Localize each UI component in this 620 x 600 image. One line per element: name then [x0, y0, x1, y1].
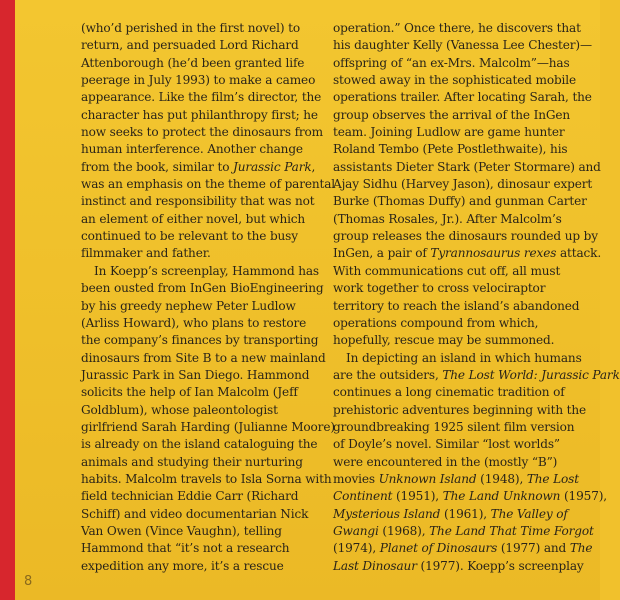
text-line: Burke (Thomas Duffy) and gunman Carter [333, 194, 587, 209]
text-line: (Arliss Howard), who plans to restore [81, 315, 307, 330]
text-line: dinosaurs from Site B to a new mainland [81, 350, 326, 365]
text-segment: (1948), [476, 471, 527, 486]
text-segment: , [311, 159, 316, 174]
italic-title: Jurassic Park [233, 159, 312, 174]
text-line: Ajay Sidhu (Harvey Jason), dinosaur expert [333, 177, 593, 192]
text-line: animals and studying their nurturing [81, 454, 303, 469]
left-text-column [81, 20, 336, 575]
text-line: an element of either novel, but which [81, 211, 306, 226]
text-segment: (1957), [560, 489, 607, 504]
italic-title: Mysterious Island [333, 506, 441, 521]
text-segment: movies [333, 471, 379, 486]
text-line: work together to cross velociraptor [333, 281, 546, 296]
page-number: 8 [24, 574, 33, 589]
italic-title: Gwangi [333, 523, 379, 538]
text-line: by his greedy nephew Peter Ludlow [81, 298, 296, 313]
italic-title: Last Dinosaur [333, 558, 417, 573]
text-line [333, 558, 584, 575]
text-segment: (1961), [440, 506, 491, 521]
text-line: With communications cut off, all must [333, 263, 561, 278]
text-line [333, 471, 579, 488]
italic-title: The Valley of [490, 506, 568, 521]
italic-title: The Lost [526, 471, 579, 486]
text-line: habits. Malcolm travels to Isla Sorna with [81, 471, 332, 486]
text-line: solicits the help of Ian Malcolm (Jeff [81, 385, 298, 400]
text-line: Jurassic Park in San Diego. Hammond [81, 367, 310, 382]
italic-title: Tyrannosaurus rexes [430, 246, 557, 261]
text-line: groundbreaking 1925 silent film version [333, 419, 575, 434]
text-line: (Thomas Rosales, Jr.). After Malcolm’s [333, 211, 562, 226]
text-line: continued to be relevant to the busy [81, 229, 298, 244]
text-segment: (1977) and [497, 541, 570, 556]
text-segment: (1968), [378, 523, 430, 538]
text-line: instinct and responsibility that was not [81, 194, 315, 209]
text-line: character has put philanthropy first; he [81, 107, 318, 122]
text-line: human interference. Another change [81, 142, 303, 157]
text-line: appearance. Like the film’s director, the [81, 90, 322, 105]
text-line: return, and persuaded Lord Richard [81, 38, 299, 53]
red-margin-stripe [0, 0, 15, 600]
text-line: group releases the dinosaurs rounded up by [333, 229, 598, 244]
text-line: Roland Tembo (Pete Postlethwaite), his [333, 142, 568, 157]
text-line: Hammond that “it’s not a research [81, 541, 290, 556]
text-line: were encountered in the (mostly “B”) [333, 454, 558, 469]
text-segment: InGen, a pair of [333, 246, 431, 261]
italic-title: The Land That Time Forgot [429, 523, 594, 538]
text-line: been ousted from InGen BioEngineering [81, 281, 324, 296]
text-segment: from the book, similar to [81, 159, 234, 174]
text-line: operation.” Once there, he discovers that [333, 21, 581, 35]
text-line: the company’s finances by transporting [81, 333, 319, 348]
italic-title: Unknown Island [378, 471, 477, 486]
text-line: filmmaker and father. [81, 246, 211, 261]
text-line [81, 159, 316, 176]
text-line: Goldblum), whose paleontologist [81, 402, 278, 417]
text-line: expedition any more, it’s a rescue [81, 558, 284, 573]
text-line [333, 540, 593, 557]
text-line: operations compound from which, [333, 315, 539, 330]
text-line: group observes the arrival of the InGen [333, 107, 571, 122]
text-line [333, 506, 568, 523]
italic-title: The Land Unknown [442, 489, 561, 504]
text-line: Van Owen (Vince Vaughn), telling [81, 523, 282, 538]
text-line: operations trailer. After locating Sarah, the [333, 90, 592, 105]
text-line: now seeks to protect the dinosaurs from [81, 125, 323, 140]
text-segment: (1977). Koepp’s screenplay [416, 558, 584, 573]
text-line: was an emphasis on the theme of parental [81, 177, 336, 192]
text-line: is already on the island cataloguing the [81, 437, 318, 452]
text-line: Attenborough (he’d been granted life [81, 55, 305, 70]
text-line: prehistoric adventures beginning with the [333, 402, 587, 417]
italic-title: The [569, 541, 593, 556]
italic-title: Continent [333, 489, 393, 504]
text-segment: (1951), [392, 489, 443, 504]
text-line [333, 245, 602, 262]
text-line: In depicting an island in which humans [346, 350, 582, 365]
text-line [333, 523, 594, 540]
text-segment: (1974), [333, 541, 380, 556]
text-line: assistants Dieter Stark (Peter Stormare) and [333, 159, 601, 174]
text-line: his daughter Kelly (Vanessa Lee Chester)— [333, 38, 592, 53]
text-line: Schiff) and video documentarian Nick [81, 506, 309, 521]
text-line: territory to reach the island’s abandoned [333, 298, 580, 313]
italic-title: The Lost World: Jurassic Park [442, 367, 620, 382]
right-text-column [333, 20, 620, 575]
text-line: stowed away in the sophisticated mobile [333, 73, 576, 88]
text-line: continues a long cinematic tradition of [333, 385, 565, 400]
italic-title: Planet of Dinosaurs [379, 541, 498, 556]
text-line: peerage in July 1993) to make a cameo [81, 73, 316, 88]
text-line: In Koepp’s screenplay, Hammond has [94, 263, 319, 278]
text-line: offspring of “an ex-Mrs. Malcolm”—has [333, 55, 570, 70]
text-line: girlfriend Sarah Harding (Julianne Moore) [81, 419, 335, 434]
text-line [333, 488, 607, 505]
text-line: are the outsiders, The Lost World: Jurassic Park [333, 367, 620, 382]
text-line: (who’d perished in the first novel) to [81, 21, 300, 35]
text-line: field technician Eddie Carr (Richard [81, 489, 299, 504]
text-line: of Doyle’s novel. Similar “lost worlds” [333, 437, 560, 452]
text-segment: attack. [556, 246, 602, 261]
text-line: hopefully, rescue may be summoned. [333, 333, 555, 348]
text-line: team. Joining Ludlow are game hunter [333, 125, 565, 140]
